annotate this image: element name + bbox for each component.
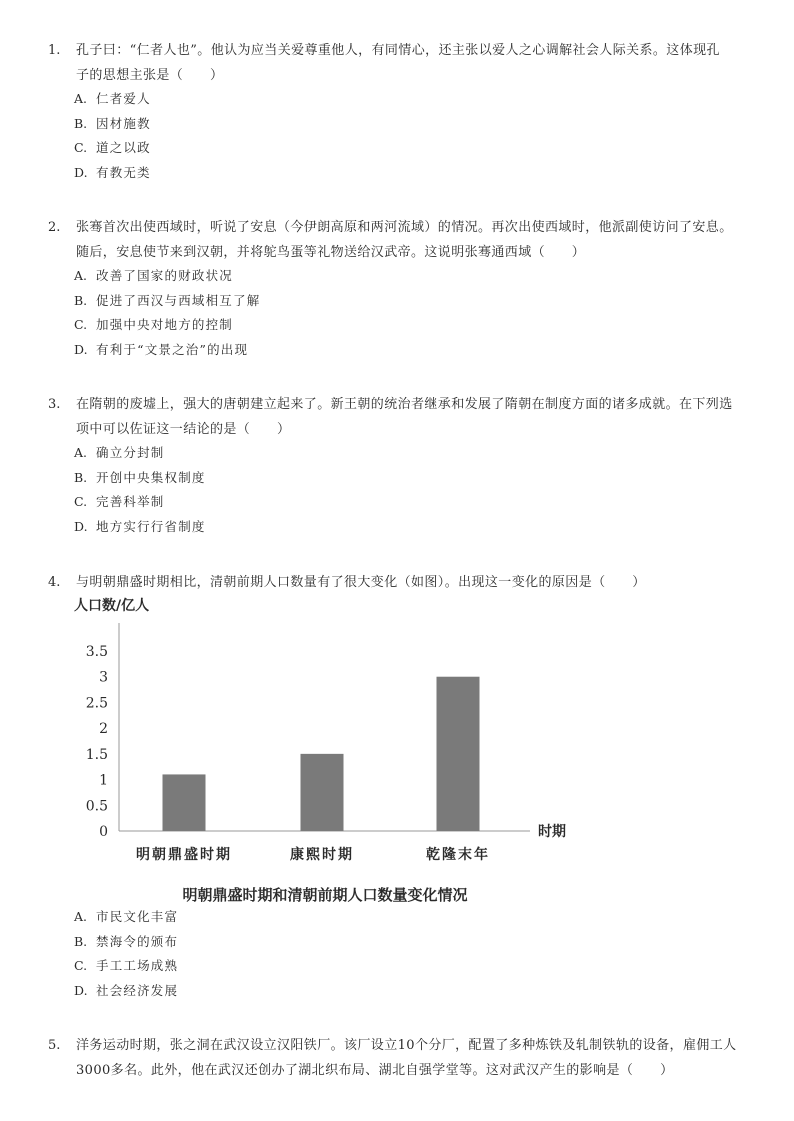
option-a[interactable] bbox=[74, 907, 178, 927]
bars bbox=[163, 677, 480, 831]
x-tick-label: 康熙时期 bbox=[290, 847, 354, 863]
option-text: 加强中央对地方的控制 bbox=[96, 317, 234, 332]
question-stem bbox=[76, 216, 752, 265]
option-b[interactable] bbox=[74, 932, 178, 952]
option-letter: A. bbox=[74, 268, 88, 283]
option-text: 改善了国家的财政状况 bbox=[96, 268, 234, 283]
y-tick-label: 0.5 bbox=[85, 798, 108, 815]
y-tick-label: 3 bbox=[99, 669, 108, 686]
option-letter: B. bbox=[74, 116, 88, 131]
option-letter: B. bbox=[74, 470, 88, 485]
option-a[interactable] bbox=[74, 266, 233, 286]
option-letter: C. bbox=[74, 494, 88, 509]
question-number: 1. bbox=[48, 43, 61, 58]
option-text: 地方实行行省制度 bbox=[96, 519, 206, 534]
option-c[interactable] bbox=[74, 956, 178, 976]
y-ticks bbox=[86, 644, 108, 840]
stem-line: 张骞首次出使西域时，听说了安息（今伊朗高原和两河流域）的情况。再次出使西域时，他派副使访问了安息。 bbox=[76, 220, 733, 235]
y-tick-label: 2 bbox=[99, 721, 108, 738]
option-d[interactable] bbox=[74, 340, 248, 360]
bar bbox=[301, 754, 344, 831]
x-tick-label: 明朝鼎盛时期 bbox=[136, 847, 232, 863]
x-tick-label: 乾隆末年 bbox=[426, 847, 490, 863]
option-letter: A. bbox=[74, 91, 88, 106]
option-letter: A. bbox=[74, 909, 88, 924]
option-letter: C. bbox=[74, 140, 88, 155]
chart-title: 明朝鼎盛时期和清朝前期人口数量变化情况 bbox=[182, 886, 468, 904]
option-text: 禁海令的颁布 bbox=[96, 934, 179, 949]
option-text: 促进了西汉与西域相互了解 bbox=[96, 293, 261, 308]
option-text: 完善科举制 bbox=[96, 494, 165, 509]
y-tick-label: 3.5 bbox=[85, 644, 108, 660]
bar bbox=[163, 774, 206, 831]
question-number: 2. bbox=[48, 220, 61, 235]
question-number: 5. bbox=[48, 1038, 61, 1053]
y-tick-label: 0 bbox=[99, 824, 108, 840]
stem-line: 孔子曰：“仁者人也”。他认为应当关爱尊重他人，有同情心，还主张以爱人之心调解社会人际关系。这体现孔 bbox=[76, 43, 720, 58]
question-stem bbox=[76, 1034, 752, 1083]
option-text: 开创中央集权制度 bbox=[96, 470, 206, 485]
option-letter: C. bbox=[74, 958, 88, 973]
y-axis-label: 人口数/亿人 bbox=[74, 598, 150, 614]
stem-line: 子的思想主张是（ ） bbox=[76, 67, 224, 83]
option-c[interactable] bbox=[74, 315, 233, 335]
x-axis-label: 时期 bbox=[538, 824, 566, 840]
option-b[interactable] bbox=[74, 468, 206, 488]
question-stem bbox=[76, 393, 752, 442]
option-b[interactable] bbox=[74, 291, 260, 311]
option-letter: D. bbox=[74, 342, 88, 357]
stem-line: 3000多名。此外，他在武汉还创办了湖北织布局、湖北自强学堂等。这对武汉产生的影响是（ ） bbox=[76, 1062, 674, 1078]
stem-line: 与明朝鼎盛时期相比，清朝前期人口数量有了很大变化（如图）。出现这一变化的原因是（ ） bbox=[76, 575, 646, 590]
stem-line: 项中可以佐证这一结论的是（ ） bbox=[76, 421, 291, 437]
stem-line: 随后，安息使节来到汉朝，并将鸵鸟蛋等礼物送给汉武帝。这说明张骞通西域（ ） bbox=[76, 244, 586, 260]
population-bar-chart bbox=[60, 596, 600, 906]
y-tick-label: 1.5 bbox=[85, 746, 108, 763]
option-text: 手工工场成熟 bbox=[96, 958, 179, 973]
option-a[interactable] bbox=[74, 89, 151, 109]
option-letter: A. bbox=[74, 445, 88, 460]
option-c[interactable] bbox=[74, 138, 151, 158]
question-stem bbox=[76, 571, 752, 596]
option-letter: D. bbox=[74, 519, 88, 534]
option-text: 因材施教 bbox=[96, 116, 151, 131]
option-d[interactable] bbox=[74, 517, 206, 537]
option-text: 市民文化丰富 bbox=[96, 909, 179, 924]
option-text: 社会经济发展 bbox=[96, 983, 179, 998]
option-letter: B. bbox=[74, 934, 88, 949]
y-tick-label: 2.5 bbox=[85, 695, 108, 712]
option-b[interactable] bbox=[74, 114, 151, 134]
option-text: 有教无类 bbox=[96, 165, 151, 180]
question-stem bbox=[76, 39, 752, 88]
stem-line: 在隋朝的废墟上，强大的唐朝建立起来了。新王朝的统治者继承和发展了隋朝在制度方面的诸多成就。在下列选 bbox=[76, 397, 733, 412]
option-letter: D. bbox=[74, 983, 88, 998]
y-tick-label: 1 bbox=[99, 772, 108, 789]
option-letter: D. bbox=[74, 165, 88, 180]
option-letter: C. bbox=[74, 317, 88, 332]
option-c[interactable] bbox=[74, 492, 165, 512]
option-text: 有利于“文景之治”的出现 bbox=[96, 342, 249, 357]
question-number: 4. bbox=[48, 575, 61, 590]
option-d[interactable] bbox=[74, 981, 178, 1001]
option-letter: B. bbox=[74, 293, 88, 308]
stem-line: 洋务运动时期，张之洞在武汉设立汉阳铁厂。该厂设立10个分厂，配置了多种炼铁及轧制铁轨的设备，雇佣工人 bbox=[76, 1038, 737, 1053]
option-d[interactable] bbox=[74, 163, 151, 183]
option-text: 仁者爱人 bbox=[96, 91, 151, 106]
option-a[interactable] bbox=[74, 443, 165, 463]
x-ticks bbox=[136, 846, 490, 863]
question-number: 3. bbox=[48, 397, 61, 412]
bar bbox=[437, 677, 480, 831]
option-text: 道之以政 bbox=[96, 140, 151, 155]
option-text: 确立分封制 bbox=[96, 445, 165, 460]
